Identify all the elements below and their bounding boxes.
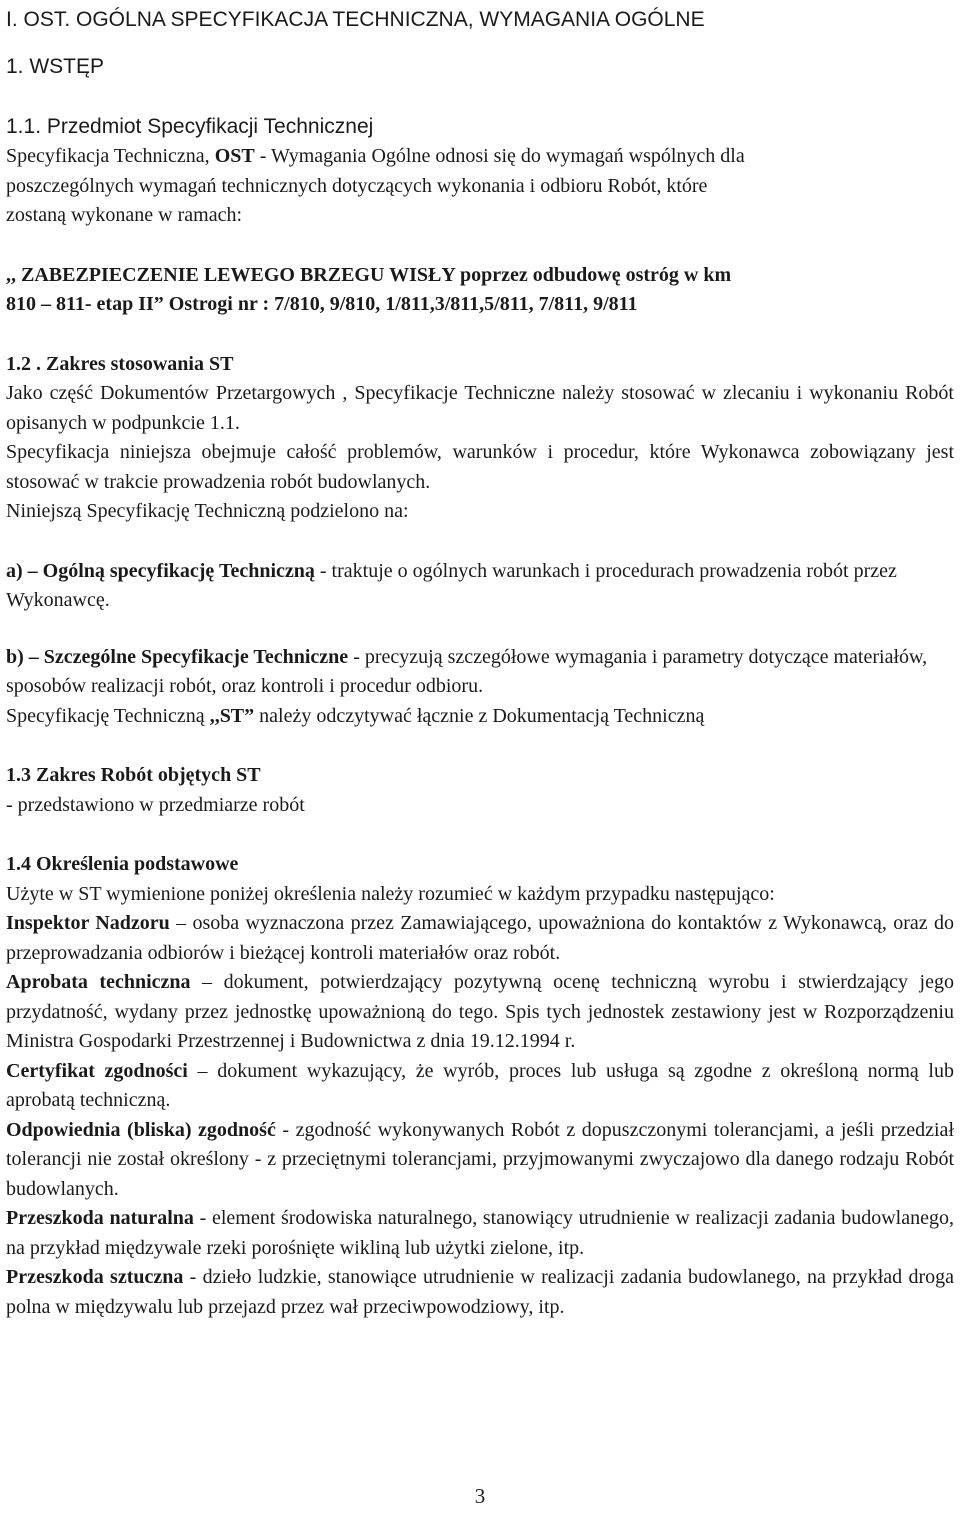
list-item-a: a) – Ogólną specyfikację Techniczną - traktuje o ogólnych warunkach i procedurach prowadzenia robót przez Wykonawcę. bbox=[6, 559, 897, 611]
document-page bbox=[6, 5, 954, 1322]
page-number: 3 bbox=[474, 1484, 486, 1508]
paragraph-scope: Jako część Dokumentów Przetargowych , Specyfikacje Techniczne należy stosować w zlecaniu i wykonaniu Robót opisanych w podpunkcie 1.1. bbox=[6, 382, 954, 434]
paragraph-read-together: Specyfikację Techniczną ,,ST” należy odczytywać łącznie z Dokumentacją Techniczną bbox=[6, 704, 705, 727]
definition-certyfikat-zgodnosci: Certyfikat zgodności – dokument wykazujący, że wyrób, proces lub usługa są zgodne z określoną normą lub aprobatą techniczną. bbox=[6, 1059, 954, 1111]
paragraph-scope-works: - przedstawiono w przedmiarze robót bbox=[6, 793, 305, 816]
paragraph-1-1-line: Specyfikacja Techniczna, OST - Wymagania Ogólne odnosi się do wymagań wspólnych dla bbox=[6, 145, 745, 167]
paragraph-division: Niniejszą Specyfikację Techniczną podzielono na: bbox=[6, 500, 409, 522]
document-main-title: I. OST. OGÓLNA SPECYFIKACJA TECHNICZNA, WYMAGANIA OGÓLNE bbox=[6, 8, 705, 31]
paragraph-1-1-line: poszczególnych wymagań technicznych dotyczących wykonania i odbioru Robót, które bbox=[6, 174, 708, 197]
definition-aprobata-techniczna: Aprobata techniczna – dokument, potwierdzający pozytywną ocenę techniczną wyrobu i stwierdzający jego przydatność, wydany przez jednostkę upoważnioną do tego. Spis tych jednostek zestawiony jest w Rozporządzeniu Ministra Gospodarki Przestrzennej i Budownictwa z dnia 19.12.1994 r. bbox=[6, 971, 954, 1052]
heading-1-2: 1.2 . Zakres stosowania ST bbox=[6, 352, 234, 375]
paragraph-definitions-intro: Użyte w ST wymienione poniżej określenia należy rozumieć w każdym przypadku następująco: bbox=[6, 882, 775, 905]
list-item-b: b) – Szczególne Specyfikacje Techniczne - precyzują szczegółowe wymagania i parametry dotyczące materiałów, sposobów realizacji robót, oraz kontroli i procedur odbioru. bbox=[6, 645, 928, 697]
heading-1-4: 1.4 Określenia podstawowe bbox=[6, 853, 239, 875]
paragraph-spec-coverage: Specyfikacja niniejsza obejmuje całość problemów, warunków i procedur, które Wykonawca zobowiązany jest stosować w trakcie prowadzenia robót budowlanych. bbox=[6, 441, 954, 493]
section-title-wstep: 1. WSTĘP bbox=[6, 55, 105, 78]
heading-1-3: 1.3 Zakres Robót objętych ST bbox=[6, 764, 261, 786]
definition-odpowiednia-zgodnosc: Odpowiednia (bliska) zgodność - zgodność wykonywanych Robót z dopuszczonymi tolerancjami, a jeśli przedział tolerancji nie został określony - z przeciętnymi tolerancjami, przyjmowanymi zwyczajowo dla danego rodzaju Robót budowlanych. bbox=[6, 1118, 954, 1200]
project-title-continued: 810 – 811- etap II” Ostrogi nr : 7/810, 9/810, 1/811,3/811,5/811, 7/811, 9/811 bbox=[6, 293, 638, 315]
definition-przeszkoda-naturalna: Przeszkoda naturalna - element środowiska naturalnego, stanowiący utrudnienie w realizacji zadania budowlanego, na przykład międzywale rzeki porośnięte wikliną lub użytki zielone, itp. bbox=[6, 1207, 954, 1259]
definition-inspektor-nadzoru: Inspektor Nadzoru – osoba wyznaczona przez Zamawiającego, upoważniona do kontaktów z Wykonawcą, oraz do przeprowadzania odbiorów i bieżącej kontroli materiałów oraz robót. bbox=[6, 912, 954, 964]
definition-przeszkoda-sztuczna: Przeszkoda sztuczna - dzieło ludzkie, stanowiące utrudnienie w realizacji zadania budowlanego, na przykład droga polna w międzywalu lub przejazd przez wał przeciwpowodziowy, itp. bbox=[6, 1266, 954, 1318]
paragraph-1-1-line: zostaną wykonane w ramach: bbox=[6, 204, 243, 226]
heading-1-1: 1.1. Przedmiot Specyfikacji Technicznej bbox=[6, 115, 374, 138]
project-title: ,, ZABEZPIECZENIE LEWEGO BRZEGU WISŁY poprzez odbudowę ostróg w km bbox=[6, 263, 732, 286]
